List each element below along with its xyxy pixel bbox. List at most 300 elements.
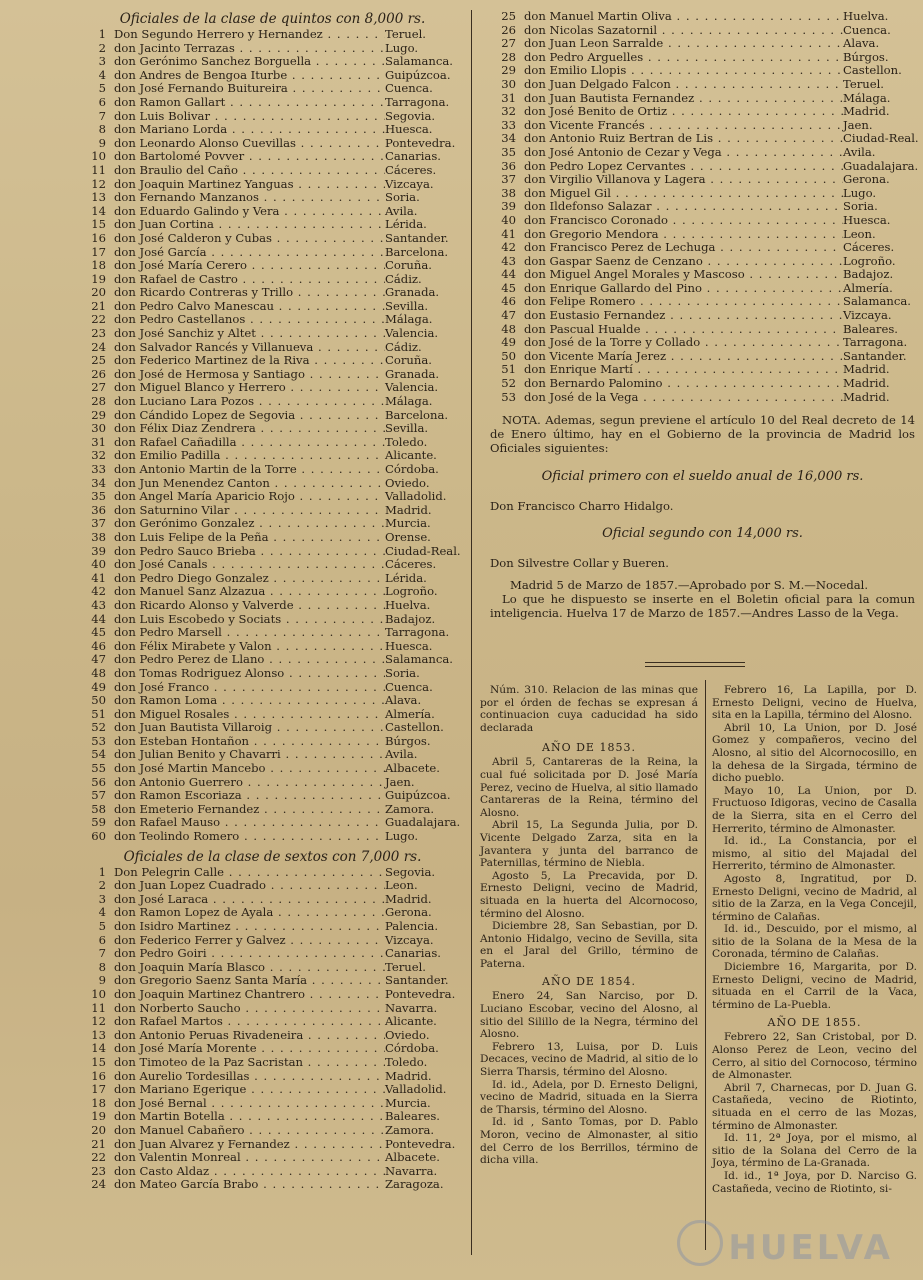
item-name-wrap xyxy=(110,110,385,124)
item-province: Búrgos. xyxy=(843,49,889,64)
item-number: 11 xyxy=(91,1000,106,1015)
item-name-wrap xyxy=(110,776,385,790)
item-province: Zamora. xyxy=(385,801,435,816)
item-province: Granada. xyxy=(385,285,440,300)
list-item xyxy=(80,150,465,164)
item-number: 12 xyxy=(91,176,106,191)
item-name-wrap xyxy=(520,241,843,255)
item-name-wrap xyxy=(110,626,385,640)
item-number: 44 xyxy=(501,267,516,282)
item-name: don Juan Delgado Falcon . . . xyxy=(524,78,843,92)
list-item xyxy=(490,228,915,242)
item-name: don Virgilio Villanova y Lagera . . . xyxy=(524,173,843,187)
item-province: Huesca. xyxy=(385,638,433,653)
item-name: don Mariano Egerique . . . xyxy=(114,1083,385,1097)
item-province: Valencia. xyxy=(385,380,439,395)
item-name: don Felipe Romero . . . xyxy=(524,295,843,309)
item-province: Valladolid. xyxy=(385,1082,447,1097)
item-name: don Joaquin Martinez Chantrero . . . xyxy=(114,988,385,1002)
item-province: Salamanca. xyxy=(385,54,453,69)
item-number: 4 xyxy=(98,67,106,82)
item-province: Logroño. xyxy=(843,253,896,268)
item-number: 19 xyxy=(91,1109,106,1124)
list-item xyxy=(80,776,465,790)
item-province: Lugo. xyxy=(843,185,877,200)
item-name: don Esteban Hontañon . . . xyxy=(114,735,385,749)
item-name: don Juan Cortina . . . xyxy=(114,218,385,232)
item-province: Alava. xyxy=(385,693,422,708)
item-name: don Antonio Martin de la Torre . . . xyxy=(114,463,385,477)
item-number: 53 xyxy=(501,389,516,404)
item-name-wrap xyxy=(110,1015,385,1029)
item-province: Teruel. xyxy=(843,76,884,91)
item-name: don Miguel Angel Morales y Mascoso . . . xyxy=(524,268,843,282)
list-item xyxy=(490,105,915,119)
item-province: Almería. xyxy=(843,280,893,295)
item-name: don Emeterio Fernandez . . . xyxy=(114,803,385,817)
item-name: don Pedro Calvo Manescau . . . xyxy=(114,300,385,314)
item-name: don José María Morente . . . xyxy=(114,1042,385,1056)
item-number: 4 xyxy=(98,905,106,920)
item-name: don Andres de Bengoa Iturbe . . . xyxy=(114,69,385,83)
item-number: 23 xyxy=(91,1163,106,1178)
item-number: 20 xyxy=(91,285,106,300)
item-number: 2 xyxy=(98,878,106,893)
item-name: don Valentin Monreal . . . xyxy=(114,1151,385,1165)
list-item xyxy=(80,137,465,151)
item-number: 18 xyxy=(91,1095,106,1110)
item-number: 5 xyxy=(98,81,106,96)
list-item xyxy=(80,1002,465,1016)
item-number: 37 xyxy=(91,516,106,531)
item-name-wrap xyxy=(110,69,385,83)
item-number: 45 xyxy=(501,280,516,295)
item-province: Zaragoza. xyxy=(385,1177,444,1192)
minas-column-1 xyxy=(480,684,698,1167)
item-number: 25 xyxy=(501,9,516,23)
item-name: don Gerónimo Gonzalez . . . xyxy=(114,517,385,531)
item-province: Madrid. xyxy=(843,104,890,119)
list-item xyxy=(490,241,915,255)
closing-publication: Lo que he dispuesto se inserte en el Boletin oficial para la comun inteligencia. Huelva 17 de Marzo de 1857.—Andres Lasso de la Vega. xyxy=(490,592,915,620)
list-item xyxy=(80,164,465,178)
minas-1853-list xyxy=(480,756,698,970)
item-number: 30 xyxy=(501,76,516,91)
list-item xyxy=(80,286,465,300)
list-item xyxy=(80,1138,465,1152)
list-item xyxy=(80,178,465,192)
item-name: don Rafael Cañadilla . . . xyxy=(114,436,385,450)
item-province: Búrgos. xyxy=(385,733,431,748)
item-province: Alava. xyxy=(843,36,880,51)
list-item xyxy=(80,721,465,735)
item-name-wrap xyxy=(110,300,385,314)
item-name: don José Benito de Ortiz . . . xyxy=(524,105,843,119)
item-name-wrap xyxy=(520,24,843,38)
list-item xyxy=(80,368,465,382)
item-province: Vizcaya. xyxy=(385,176,434,191)
item-name-wrap xyxy=(110,681,385,695)
list-item xyxy=(490,173,915,187)
item-name: don José María Cerero . . . xyxy=(114,259,385,273)
item-province: Pontevedra. xyxy=(385,135,456,150)
item-name: don Joaquin Martinez Yanguas . . . xyxy=(114,178,385,192)
item-name-wrap xyxy=(110,191,385,205)
item-name-wrap xyxy=(110,164,385,178)
item-province: Madrid. xyxy=(385,502,432,517)
item-number: 58 xyxy=(91,801,106,816)
item-name-wrap xyxy=(110,463,385,477)
item-name-wrap xyxy=(110,395,385,409)
item-province: Barcelona. xyxy=(385,244,449,259)
item-number: 9 xyxy=(98,135,106,150)
item-number: 8 xyxy=(98,959,106,974)
item-number: 35 xyxy=(501,144,516,159)
item-name: Don Pelegrin Calle . . . xyxy=(114,866,385,880)
item-name: don José de Hermosa y Santiago . . . xyxy=(114,368,385,382)
item-province: Ciudad-Real. xyxy=(843,131,919,146)
item-name: don Pedro Diego Gonzalez . . . xyxy=(114,572,385,586)
minas-1854-list xyxy=(480,990,698,1166)
item-name-wrap xyxy=(520,391,843,405)
item-number: 34 xyxy=(91,475,106,490)
item-province: Córdoba. xyxy=(385,1041,439,1056)
list-item xyxy=(80,735,465,749)
item-number: 52 xyxy=(91,720,106,735)
item-province: Orense. xyxy=(385,529,431,544)
item-name-wrap xyxy=(520,228,843,242)
mine-entry: Febrero 13, Luisa, por D. Luis Decaces, vecino de Madrid, al sitio de lo Sierra Tharsis, término del Alosno. xyxy=(480,1040,698,1079)
item-name: don Ramon Lopez de Ayala . . . xyxy=(114,906,385,920)
mine-entry: Id. id , Santo Tomas, por D. Pablo Moron, vecino de Almonaster, al sitio del Cerro de los Berrillos, término de dicha villa. xyxy=(480,1116,698,1167)
item-name: don Juan Leon Sarralde . . . xyxy=(524,37,843,51)
mine-entry: Febrero 16, La Lapilla, por D. Ernesto Deligni, vecino de Huelva, sita en la Lapilla, término del Alosno. xyxy=(712,684,917,722)
item-number: 10 xyxy=(91,986,106,1001)
item-province: Pontevedra. xyxy=(385,986,456,1001)
item-name: don Eustasio Fernandez . . . xyxy=(524,309,843,323)
item-name-wrap xyxy=(110,286,385,300)
item-name-wrap xyxy=(520,268,843,282)
list-item xyxy=(80,626,465,640)
item-name: don Juan Bautista Fernandez . . . xyxy=(524,92,843,106)
item-name-wrap xyxy=(110,1083,385,1097)
item-name: don Ricardo Alonso y Valverde . . . xyxy=(114,599,385,613)
list-item xyxy=(80,961,465,975)
item-name-wrap xyxy=(520,105,843,119)
mine-entry: Abril 5, Cantareras de la Reina, la cual fué solicitada por D. José María Perez, vecino de Huelva, al sitio llamado Cantareras de la Reina, término del Alosno. xyxy=(480,756,698,819)
list-item xyxy=(490,158,919,174)
item-name: don José Bernal . . . xyxy=(114,1097,385,1111)
item-name-wrap xyxy=(110,816,385,830)
list-item xyxy=(490,377,915,391)
item-name: don Ramon Loma . . . xyxy=(114,694,385,708)
item-province: Vizcaya. xyxy=(843,308,892,323)
item-name-wrap xyxy=(520,146,843,160)
item-province: Salamanca. xyxy=(385,652,453,667)
item-name: don Federico Martinez de la Riva . . . xyxy=(114,354,385,368)
item-name: don José García . . . xyxy=(114,246,385,260)
item-name-wrap xyxy=(520,78,843,92)
item-name-wrap xyxy=(110,218,385,232)
minas-divider xyxy=(705,680,706,1250)
item-name-wrap xyxy=(110,178,385,192)
item-province: Guadalajara. xyxy=(843,158,919,173)
mine-entry: Diciembre 28, San Sebastian, por D. Antonio Hidalgo, vecino de Sevilla, sita en el Jaral del Grillo, término de Paterna. xyxy=(480,920,698,970)
mine-entry: Mayo 10, La Union, por D. Fructuoso Idigoras, vecino de Casalla de la Sierra, sita en el Cerro del Herrerito, término de Almonaster. xyxy=(712,784,917,835)
item-name: don Tomas Rodriguez Alonso . . . xyxy=(114,667,385,681)
item-number: 11 xyxy=(91,162,106,177)
item-province: Madrid. xyxy=(843,376,890,391)
item-name: don Miguel Blanco y Herrero . . . xyxy=(114,381,385,395)
item-number: 28 xyxy=(501,49,516,64)
item-number: 60 xyxy=(91,829,106,844)
item-name: don Norberto Saucho . . . xyxy=(114,1002,385,1016)
item-province: Logroño. xyxy=(385,584,438,599)
item-name: don Ramon Gallart . . . xyxy=(114,96,385,110)
item-name: don Nicolas Sazatornil . . . xyxy=(524,24,843,38)
item-name-wrap xyxy=(110,1070,385,1084)
year-1855: AÑO DE 1855. xyxy=(767,1016,862,1030)
item-name-wrap xyxy=(110,341,385,355)
item-number: 5 xyxy=(98,919,106,933)
item-number: 34 xyxy=(501,131,516,146)
item-name: don Cándido Lopez de Segovia . . . xyxy=(114,409,385,423)
list-item xyxy=(490,10,915,24)
item-name: don Gregorio Saenz Santa María . . . xyxy=(114,974,385,988)
item-province: Cáceres. xyxy=(843,240,895,255)
item-name-wrap xyxy=(110,558,385,572)
item-name: don Pedro Lopez Cervantes . . . xyxy=(524,160,843,174)
item-province: Almería. xyxy=(385,706,435,721)
list-item xyxy=(80,585,465,599)
item-name: don Leonardo Alonso Cuevillas . . . xyxy=(114,137,385,151)
list-item xyxy=(80,490,465,504)
list-item xyxy=(490,282,915,296)
item-number: 21 xyxy=(91,1136,106,1151)
list-item xyxy=(490,309,915,323)
item-number: 14 xyxy=(91,1041,106,1056)
list-item xyxy=(80,653,465,667)
item-name-wrap xyxy=(110,694,385,708)
item-province: Guadalajara. xyxy=(385,815,461,830)
list-item xyxy=(80,477,465,491)
item-name-wrap xyxy=(110,830,385,844)
item-number: 42 xyxy=(501,240,516,255)
item-province: Gerona. xyxy=(843,172,890,187)
item-province: Baleares. xyxy=(843,321,898,336)
list-item xyxy=(80,232,465,246)
item-number: 16 xyxy=(91,230,106,245)
item-province: Huesca. xyxy=(385,122,433,137)
item-province: Oviedo. xyxy=(385,475,430,490)
item-province: Jaen. xyxy=(843,117,873,132)
list-item xyxy=(80,906,465,920)
item-name-wrap xyxy=(110,988,385,1002)
list-item xyxy=(80,572,465,586)
item-number: 48 xyxy=(91,665,106,680)
item-name-wrap xyxy=(110,920,385,934)
item-province: Pontevedra. xyxy=(385,1136,456,1151)
sextos-list xyxy=(80,866,465,1192)
item-name: don Jacinto Terrazas . . . xyxy=(114,42,385,56)
list-item xyxy=(80,1151,465,1165)
oficial-segundo-name: Don Silvestre Collar y Bueren. xyxy=(490,556,669,571)
item-name-wrap xyxy=(110,735,385,749)
item-number: 29 xyxy=(501,63,516,78)
column-divider xyxy=(471,10,472,1255)
heading-quintos: Oficiales de la clase de quintos con 8,000 rs. xyxy=(119,11,426,27)
list-item xyxy=(80,1083,465,1097)
item-province: Canarias. xyxy=(385,149,441,164)
item-province: Murcia. xyxy=(385,1095,431,1110)
item-province: Alicante. xyxy=(385,1014,437,1029)
list-item xyxy=(80,988,465,1002)
item-number: 55 xyxy=(91,761,106,776)
item-name-wrap xyxy=(520,173,843,187)
list-item xyxy=(490,51,915,65)
right-column xyxy=(490,9,919,621)
item-name-wrap xyxy=(520,187,843,201)
list-item xyxy=(80,531,465,545)
item-name-wrap xyxy=(110,1002,385,1016)
list-item xyxy=(80,381,465,395)
item-province: Vizcaya. xyxy=(385,932,434,947)
heading-sextos: Oficiales de la clase de sextos con 7,000 rs. xyxy=(123,848,422,865)
list-item xyxy=(80,55,465,69)
item-name-wrap xyxy=(110,150,385,164)
item-name-wrap xyxy=(110,381,385,395)
item-name: don Félix Diaz Zendrera . . . xyxy=(114,422,385,436)
list-item xyxy=(80,762,465,776)
item-name: don Timoteo de la Paz Sacristan . . . xyxy=(114,1056,385,1070)
mine-entry: Abril 15, La Segunda Julia, por D. Vicente Delgado Zarza, sita en la Javantera y junta del barranco de Paternillas, término de Niebla. xyxy=(480,819,698,870)
item-name-wrap xyxy=(520,160,843,174)
item-name: don Federico Ferrer y Galvez . . . xyxy=(114,934,385,948)
item-province: Castellon. xyxy=(385,720,444,735)
item-name: don Antonio Peruas Rivadeneira . . . xyxy=(114,1029,385,1043)
item-number: 36 xyxy=(91,502,106,517)
list-item xyxy=(80,123,465,137)
item-name-wrap xyxy=(110,409,385,423)
list-item xyxy=(80,246,465,260)
item-province: Tarragona. xyxy=(385,94,450,109)
item-number: 7 xyxy=(98,108,106,123)
list-item xyxy=(490,363,915,377)
item-number: 21 xyxy=(91,298,106,313)
item-name-wrap xyxy=(110,640,385,654)
mine-entry: Abril 7, Charnecas, por D. Juan G. Castañeda, vecino de Riotinto, situada en el cerro de las Mozas, término de Almonaster. xyxy=(712,1081,917,1132)
item-name: don José Sanchiz y Altet . . . xyxy=(114,327,385,341)
item-name: don Vicente María Jerez . . . xyxy=(524,350,843,364)
item-province: Valladolid. xyxy=(385,489,447,504)
list-item xyxy=(80,1070,465,1084)
mine-entry: Febrero 22, San Cristobal, por D. Alonso Perez de Leon, vecino del Cerro, al sitio del Cornocoso, término de Almonaster. xyxy=(712,1031,917,1082)
year-1854: AÑO DE 1854. xyxy=(542,975,636,989)
item-number: 30 xyxy=(91,421,106,436)
item-number: 13 xyxy=(91,190,106,205)
item-name-wrap xyxy=(110,653,385,667)
item-province: Soria. xyxy=(385,665,420,680)
item-number: 41 xyxy=(91,570,106,585)
item-name: don Mateo García Brabo . . . xyxy=(114,1178,385,1192)
item-number: 56 xyxy=(91,774,106,789)
watermark-text: HUELVA xyxy=(728,1228,893,1268)
nota-paragraph: NOTA. Ademas, segun previene el artículo 10 del Real decreto de 14 de Enero último, hay en el Gobierno de la provincia de Madrid los Oficiales siguientes: xyxy=(490,413,915,455)
item-province: Santander. xyxy=(385,973,449,988)
item-name: don Ramon Escoriaza . . . xyxy=(114,789,385,803)
item-name: don Emilio Llopis . . . xyxy=(524,64,843,78)
item-province: Cádiz. xyxy=(385,271,422,286)
item-name-wrap xyxy=(520,309,843,323)
item-name-wrap xyxy=(110,545,385,559)
item-name: don Jun Menendez Canton . . . xyxy=(114,477,385,491)
list-item xyxy=(80,110,465,124)
item-name-wrap xyxy=(110,762,385,776)
list-item xyxy=(80,1015,465,1029)
list-item xyxy=(80,259,465,273)
item-province: Ciudad-Real. xyxy=(385,543,461,558)
list-item xyxy=(80,934,465,948)
list-item xyxy=(80,640,465,654)
item-name-wrap xyxy=(110,1042,385,1056)
list-item xyxy=(80,681,465,695)
item-name: don José Fernando Buitureira . . . xyxy=(114,82,385,96)
item-province: Canarias. xyxy=(385,946,441,961)
item-province: Sevilla. xyxy=(385,298,429,313)
item-name-wrap xyxy=(110,947,385,961)
item-name: don Gerónimo Sanchez Borguella . . . xyxy=(114,55,385,69)
item-name-wrap xyxy=(110,327,385,341)
item-province: Albacete. xyxy=(385,761,440,776)
item-number: 33 xyxy=(91,462,106,476)
item-name-wrap xyxy=(110,477,385,491)
item-name-wrap xyxy=(110,1138,385,1152)
item-province: Avila. xyxy=(385,747,418,762)
item-name: don Joaquin María Blasco . . . xyxy=(114,961,385,975)
item-number: 1 xyxy=(98,27,106,41)
item-name: don Casto Aldaz . . . xyxy=(114,1165,385,1179)
list-item xyxy=(80,327,465,341)
item-province: Soria. xyxy=(385,190,420,205)
item-name-wrap xyxy=(520,10,843,24)
list-item xyxy=(80,313,465,327)
item-province: Cuenca. xyxy=(843,22,891,37)
item-name: don Pedro Sauco Brieba . . . xyxy=(114,545,385,559)
item-number: 39 xyxy=(501,199,516,214)
list-item xyxy=(80,866,465,880)
item-name-wrap xyxy=(110,517,385,531)
item-name: don Rafael de Castro . . . xyxy=(114,273,385,287)
mine-entry: Id. id., La Constancia, por el mismo, al sitio del Majadal del Herrerito, término de Almonaster. xyxy=(712,835,917,873)
item-name-wrap xyxy=(110,28,385,42)
item-name-wrap xyxy=(110,422,385,436)
item-number: 22 xyxy=(91,1150,106,1165)
item-number: 6 xyxy=(98,932,106,947)
item-name-wrap xyxy=(110,1124,385,1138)
list-item xyxy=(80,816,465,830)
item-number: 59 xyxy=(91,815,106,830)
item-province: Teruel. xyxy=(385,959,426,974)
item-province: Málaga. xyxy=(385,394,433,409)
item-province: Guipúzcoa. xyxy=(385,67,451,82)
item-name-wrap xyxy=(110,123,385,137)
list-item xyxy=(80,920,465,934)
item-name: don Pedro Marsell . . . xyxy=(114,626,385,640)
item-name: don Julian Benito y Chavarri . . . xyxy=(114,748,385,762)
item-number: 17 xyxy=(91,244,106,259)
item-name: don Ildefonso Salazar . . . xyxy=(524,200,843,214)
item-number: 43 xyxy=(501,253,516,268)
